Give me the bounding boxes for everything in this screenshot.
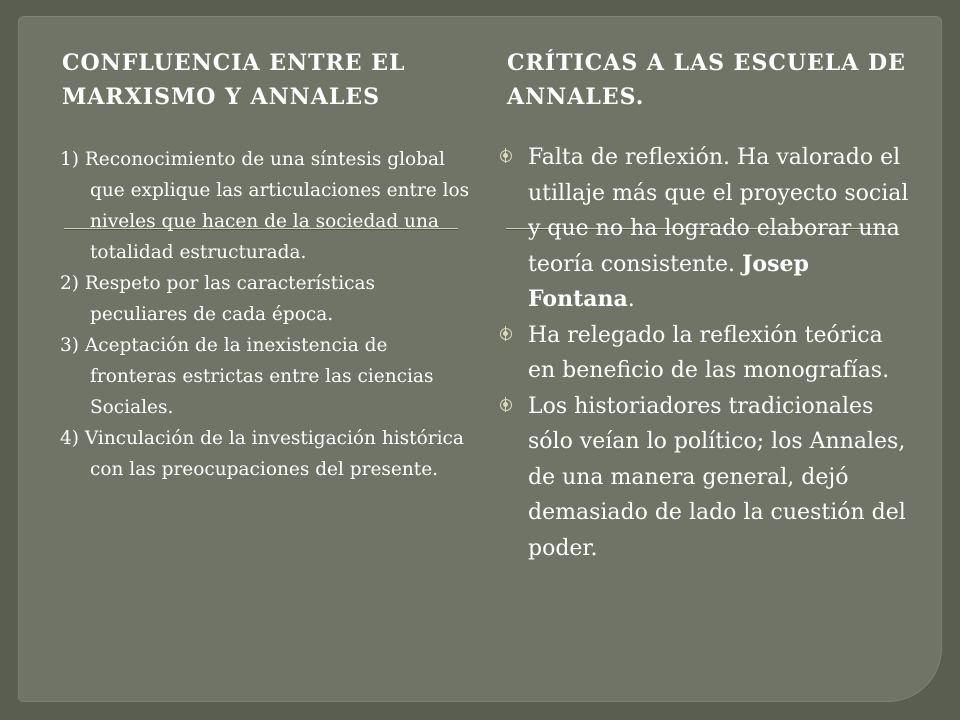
confluence-item: 2) Respeto por las características peculiares de cada época. <box>60 273 376 325</box>
circle-bullet-icon <box>500 150 512 162</box>
criticism-item <box>500 389 910 567</box>
left-column-heading: CONFLUENCIA ENTRE EL MARXISMO Y ANNALES <box>62 50 406 110</box>
criticism-suffix: . <box>627 287 635 312</box>
circle-bullet-icon <box>500 328 512 340</box>
circle-bullet-icon <box>500 399 512 411</box>
criticism-item <box>500 140 910 318</box>
criticism-text: Ha relegado la reflexión teórica en beneficio de las monografías. <box>528 322 890 383</box>
confluence-item: 1) Reconocimiento de una síntesis global que explique las articulaciones entre los niveles que hacen de la sociedad una totalidad estructurada. <box>60 149 470 263</box>
confluence-item: 3) Aceptación de la inexistencia de fronteras estrictas entre las ciencias Sociales. <box>60 335 434 418</box>
confluence-list <box>60 144 470 485</box>
confluence-item: 4) Vinculación de la investigación histórica con las preocupaciones del presente. <box>60 428 464 480</box>
criticism-author: Josep Fontana <box>528 250 809 312</box>
criticism-list <box>500 140 910 566</box>
right-column-heading: CRÍTICAS A LAS ESCUELA DE ANNALES. <box>507 50 906 110</box>
criticism-text: Falta de reflexión. Ha valorado el utillaje más que el proyecto social y que no ha logrado elaborar una teoría consistente. <box>528 145 909 277</box>
criticism-text: Los historiadores tradicionales sólo veían lo político; los Annales, de una manera general, dejó demasiado de lado la cuestión del poder. <box>528 393 906 561</box>
criticism-item <box>500 318 910 389</box>
